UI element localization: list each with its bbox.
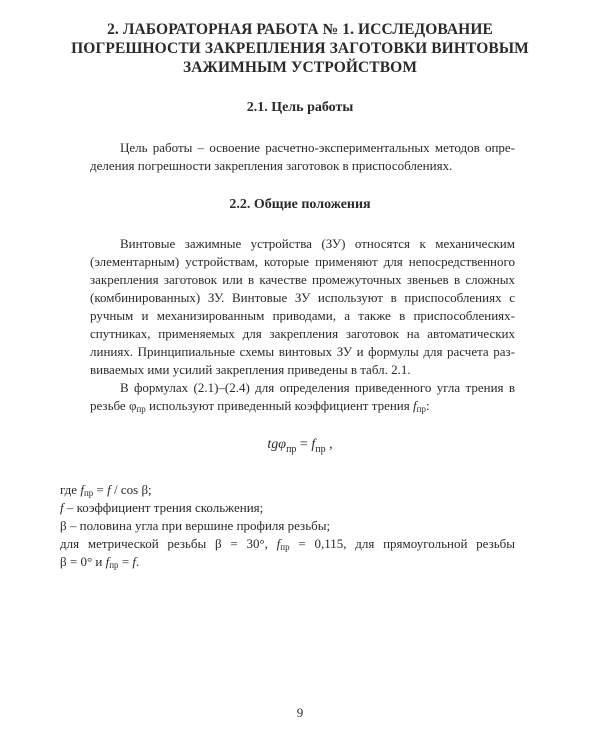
definition-line: β = 0° и $f_{пр} = f$. bbox=[60, 554, 140, 570]
text-line: Винтовые зажимные устройства (ЗУ) относятся к механическим bbox=[120, 236, 515, 251]
text-line: спутниках, применяемых для закрепления заготовок на автоматических bbox=[90, 326, 515, 341]
definition-line: β – половина угла при вершине профиля резьбы; bbox=[60, 518, 331, 533]
text-line: линиях. Принципиальные схемы винтовых ЗУ и формулы для расчета раз- bbox=[90, 344, 515, 359]
text-line: Цель работы – освоение расчетно-экспериментальных методов опре- bbox=[120, 140, 515, 155]
definition-line: где $f_{пр} = f / \cos \beta$; bbox=[60, 482, 152, 498]
definition-line: f – коэффициент трения скольжения; bbox=[60, 500, 264, 515]
general-paragraph bbox=[90, 235, 515, 415]
text-line: деления погрешности закрепления заготовок в приспособлениях. bbox=[90, 158, 453, 173]
definitions-block bbox=[60, 481, 515, 571]
section-title-general: 2.2. Общие положения bbox=[229, 197, 371, 212]
section-title-goal: 2.1. Цель работы bbox=[246, 100, 354, 115]
chapter-heading-line: 2. ЛАБОРАТОРНАЯ РАБОТА № 1. ИССЛЕДОВАНИЕ bbox=[107, 21, 493, 38]
text-line: ручным и механизированным приводами, а также в приспособлениях- bbox=[90, 308, 515, 323]
chapter-heading-line: ЗАЖИМНЫМ УСТРОЙСТВОМ bbox=[182, 59, 418, 76]
text-line: (комбинированных) ЗУ. Винтовые ЗУ используют в приспособлениях с bbox=[90, 290, 515, 305]
text-line: (элементарным) устройствам, которые применяют для непосредственного bbox=[90, 254, 515, 269]
text-line: В формулах (2.1)–(2.4) для определения приведенного угла трения в bbox=[120, 380, 515, 395]
chapter-heading-line: ПОГРЕШНОСТИ ЗАКРЕПЛЕНИЯ ЗАГОТОВКИ ВИНТОВЫМ bbox=[71, 40, 529, 57]
definition-line: для метрической резьбы β = 30°, $f_{пр} = 0,115$, для прямоугольной резьбы bbox=[60, 536, 516, 552]
text-line: резьбе $\varphi_{пр}$ используют приведенный коэффициент трения $f_{пр}$: bbox=[90, 398, 430, 414]
page-number: 9 bbox=[296, 705, 304, 720]
text-line: закрепления заготовок или в качестве промежуточных звеньев в сложных bbox=[90, 272, 515, 287]
text-line: виваемых ими усилий закрепления приведены в табл. 2.1. bbox=[90, 362, 411, 377]
friction-formula: $tg\varphi_{пр} = f_{пр}$ , bbox=[267, 437, 333, 455]
goal-paragraph bbox=[90, 139, 515, 175]
chapter-heading bbox=[70, 20, 530, 77]
